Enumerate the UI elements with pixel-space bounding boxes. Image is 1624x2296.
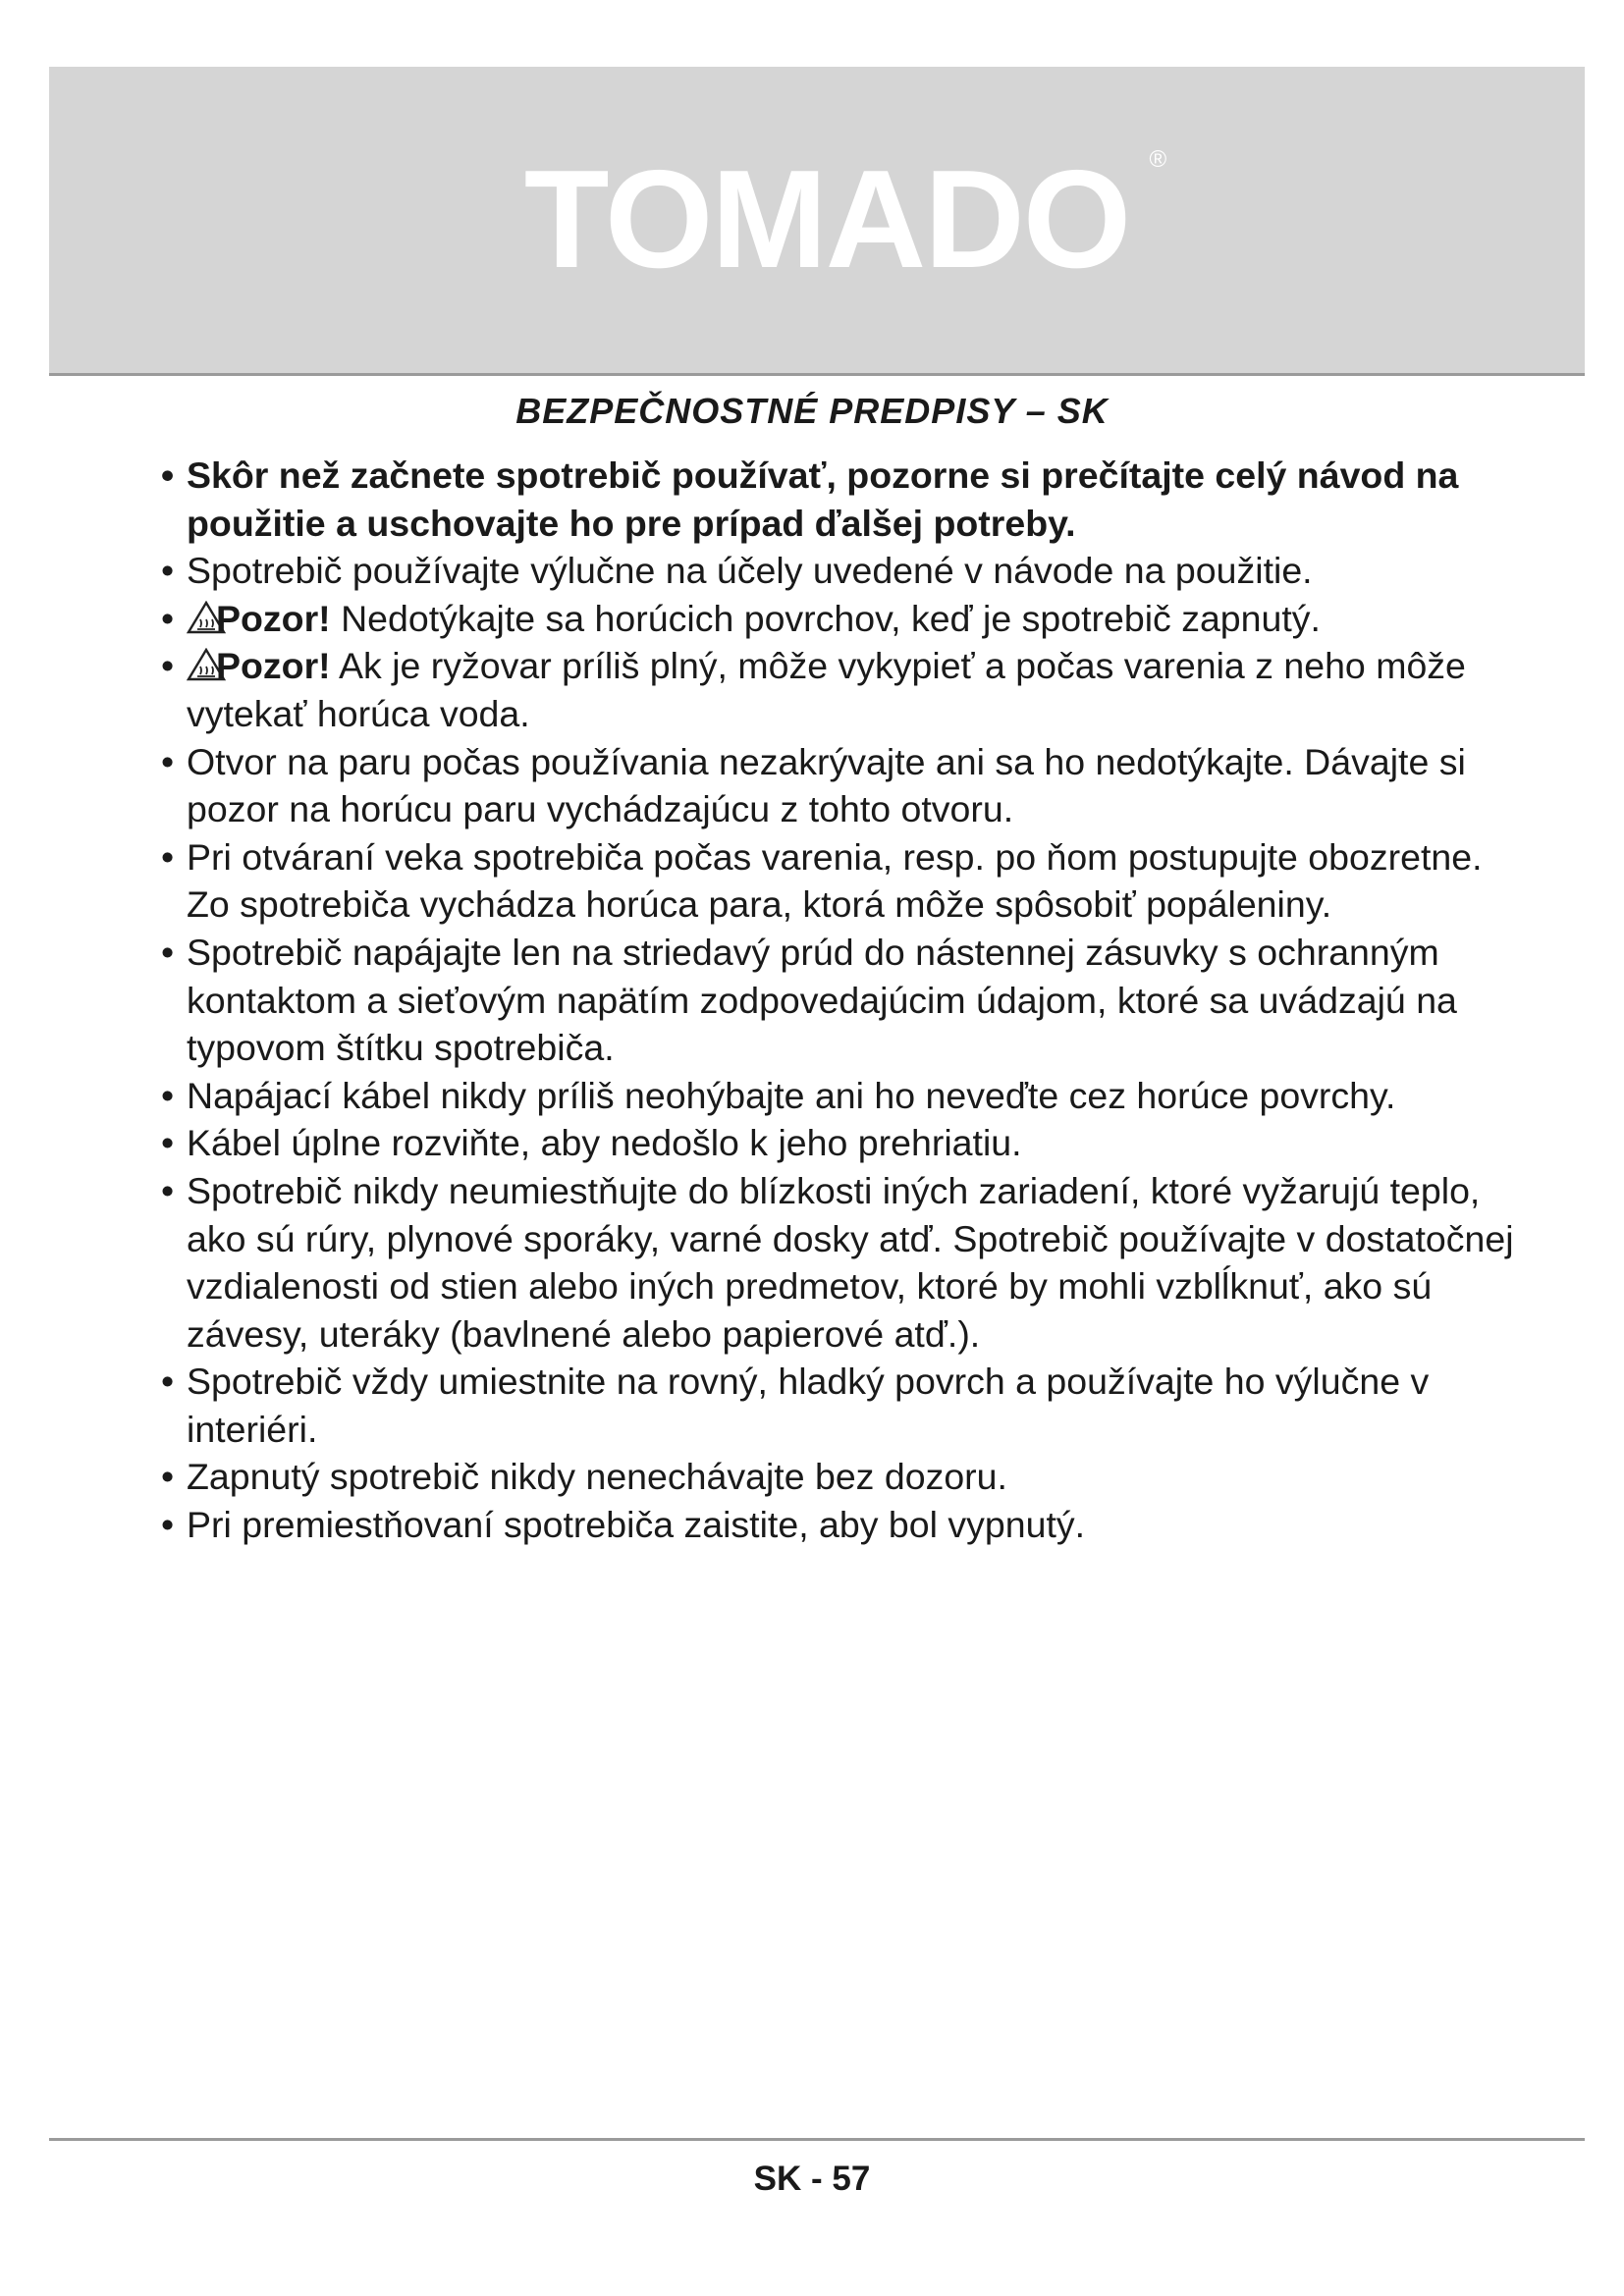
item-text: Nedotýkajte sa horúcich povrchov, keď je spotrebič zapnutý. (330, 597, 1321, 639)
item-text: Skôr než začnete spotrebič používať, pozorne si prečítajte celý návod na použitie a uschovajte ho pre prípad ďalšej potreby. (187, 454, 1459, 544)
safety-instructions-list (161, 452, 1516, 1549)
item-text: Pri premiestňovaní spotrebiča zaistite, aby bol vypnutý. (187, 1504, 1086, 1546)
list-item (161, 1072, 1516, 1120)
item-text: Otvor na paru počas používania nezakrývajte ani sa ho nedotýkajte. Dávajte si pozor na horúcu paru vychádzajúcu z tohto otvoru. (187, 740, 1466, 830)
item-text: Spotrebič používajte výlučne na účely uvedené v návode na použitie. (187, 550, 1313, 592)
list-item (161, 1358, 1516, 1453)
list-item (161, 547, 1516, 595)
item-text: Ak je ryžovar príliš plný, môže vykypieť a počas varenia z neho môže vytekať horúca voda. (187, 645, 1466, 734)
registered-mark: ® (1149, 146, 1165, 173)
list-item (161, 738, 1516, 833)
list-item (161, 1167, 1516, 1358)
item-text: Zapnutý spotrebič nikdy nenechávajte bez dozoru. (187, 1456, 1007, 1498)
footer-divider (49, 2138, 1585, 2141)
warning-label: Pozor! (216, 597, 331, 639)
brand-name: TOMADO (523, 141, 1130, 297)
item-text: Spotrebič napájajte len na striedavý prúd do nástennej zásuvky s ochranným kontaktom a sieťovým napätím zodpovedajúcim údajom, ktoré sa uvádzajú na typovom štítku spotrebiča. (187, 931, 1457, 1069)
item-text: Napájací kábel nikdy príliš neohýbajte ani ho neveďte cez horúce povrchy. (187, 1074, 1396, 1116)
header-band (49, 67, 1585, 376)
list-item (161, 1119, 1516, 1167)
list-item (161, 452, 1516, 547)
item-text: Spotrebič vždy umiestnite na rovný, hladký povrch a používajte ho výlučne v interiéri. (187, 1361, 1430, 1450)
list-item (161, 1453, 1516, 1501)
list-item (161, 833, 1516, 929)
item-text: Spotrebič nikdy neumiestňujte do blízkosti iných zariadení, ktoré vyžarujú teplo, ako sú rúry, plynové sporáky, varné dosky atď. Spotrebič používajte v dostatočnej vzdialenosti od stien alebo iných predmetov, ktoré by mohli vzblĺknuť, ako sú závesy, uteráky (bavlnené alebo papierové atď.). (187, 1169, 1514, 1355)
brand-logo (523, 141, 1165, 297)
warning-label: Pozor! (216, 645, 331, 687)
list-item (161, 642, 1516, 737)
item-text: Kábel úplne rozviňte, aby nedošlo k jeho prehriatiu. (187, 1122, 1022, 1164)
list-item (161, 1501, 1516, 1549)
item-text: Pri otváraní veka spotrebiča počas varenia, resp. po ňom postupujte obozretne. Zo spotrebiča vychádza horúca para, ktorá môže spôsobiť popáleniny. (187, 835, 1483, 926)
list-item (161, 595, 1516, 643)
list-item (161, 929, 1516, 1072)
page-title: BEZPEČNOSTNÉ PREDPISY – SK (515, 391, 1109, 431)
page-number: SK - 57 (753, 2160, 871, 2198)
